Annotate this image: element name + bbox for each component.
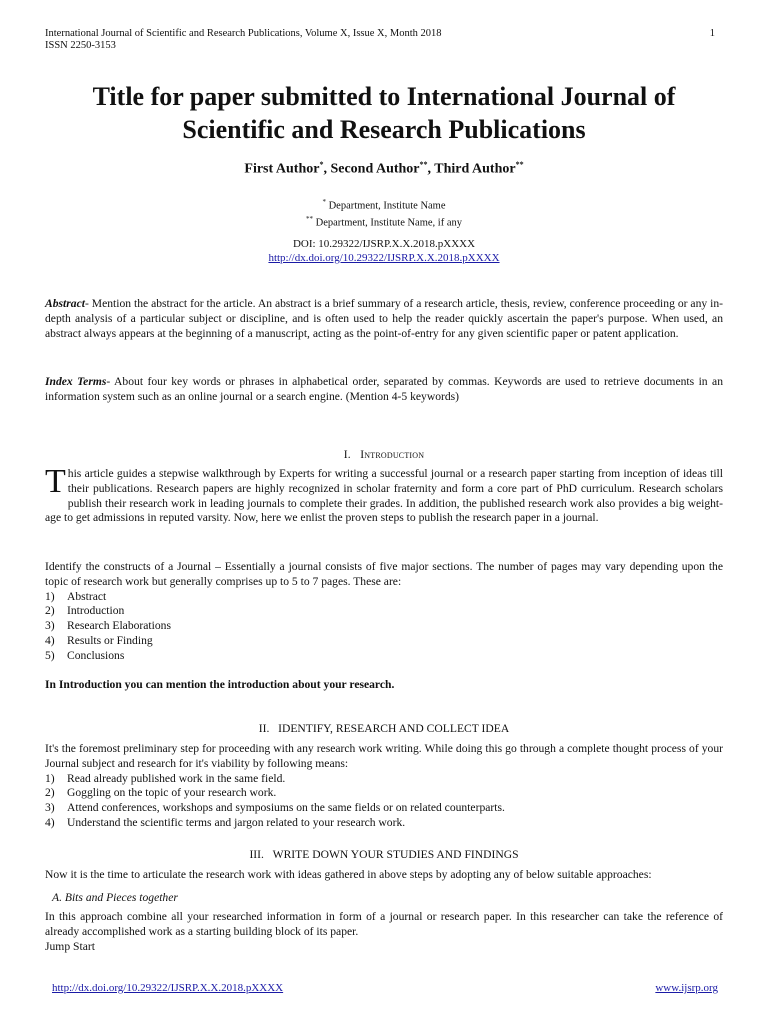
paper-title: Title for paper submitted to International Journal of Scientific and Research Publications bbox=[92, 82, 676, 144]
list-text: Read already published work in the same field. bbox=[67, 771, 286, 785]
abstract-label: Abstract bbox=[45, 297, 85, 310]
section-number: I. bbox=[343, 448, 351, 461]
identify-text: It's the foremost preliminary step for proceeding with any research work writing. While doing this go through a complete thought process of your Journal subject and research for it's viability by following means: bbox=[45, 742, 723, 770]
list-text: Introduction bbox=[67, 604, 125, 618]
list-text: Research Elaborations bbox=[67, 619, 171, 633]
affiliation-text: Department, Institute Name bbox=[325, 200, 446, 212]
running-header bbox=[45, 28, 715, 52]
list-item bbox=[45, 786, 723, 801]
intro-paragraph bbox=[45, 463, 723, 526]
page-number: 1 bbox=[709, 28, 715, 39]
author-third-mark: ** bbox=[515, 160, 524, 169]
section-heading-introduction bbox=[45, 448, 723, 463]
doi-link[interactable]: http://dx.doi.org/10.29322/IJSRP.X.X.2018.pXXXX bbox=[268, 252, 500, 264]
bits-text: In this approach combine all your researched information in form of a journal or research paper. In this researcher can take the reference of already accomplished work as a starting building block of its paper. bbox=[45, 910, 723, 938]
list-number: 5) bbox=[45, 648, 55, 662]
author-first-mark: * bbox=[319, 160, 324, 169]
footer-doi-link[interactable]: http://dx.doi.org/10.29322/IJSRP.X.X.2018.pXXXX bbox=[52, 982, 284, 994]
list-item bbox=[45, 619, 723, 634]
author-third: Third Author bbox=[434, 161, 516, 177]
list-item bbox=[45, 801, 723, 816]
journal-line: International Journal of Scientific and Research Publications, Volume X, Issue X, Month 2018 bbox=[45, 28, 442, 39]
author-separator: , bbox=[427, 161, 435, 177]
list-text: Understand the scientific terms and jargon related to your research work. bbox=[67, 815, 406, 829]
abstract bbox=[45, 297, 723, 341]
author-list bbox=[0, 160, 768, 178]
section-number: III. bbox=[249, 848, 264, 861]
list-item bbox=[45, 772, 723, 787]
section-heading-identify bbox=[45, 722, 723, 737]
bits-paragraph bbox=[45, 910, 723, 954]
affiliation-text: Department, Institute Name, if any bbox=[313, 217, 462, 228]
doi-label: DOI: 10.29322/IJSRP.X.X.2018.pXXXX bbox=[292, 238, 476, 250]
section-heading-write bbox=[45, 848, 723, 863]
list-text: Abstract bbox=[67, 589, 107, 603]
affiliation-mark: ** bbox=[306, 214, 313, 223]
author-second-mark: ** bbox=[419, 160, 428, 169]
constructs-text: Identify the constructs of a Journal – Essentially a journal consists of five major sections. The number of pages may vary depending upon the topic of research work but generally comprises up to 5 to 7 pages. These are: bbox=[45, 560, 723, 588]
list-number: 2) bbox=[45, 786, 55, 800]
means-list bbox=[45, 772, 723, 831]
list-item bbox=[45, 604, 723, 619]
section-number: II. bbox=[258, 722, 270, 735]
affiliation-2 bbox=[0, 213, 768, 230]
list-number: 4) bbox=[45, 633, 55, 647]
list-text: Attend conferences, workshops and symposiums on the same fields or on related counterparts. bbox=[67, 801, 505, 815]
affiliation-mark: * bbox=[322, 198, 326, 206]
list-item bbox=[45, 634, 723, 649]
drop-cap: T bbox=[45, 463, 66, 500]
list-number: 3) bbox=[45, 801, 55, 815]
issn: ISSN 2250-3153 bbox=[45, 40, 116, 51]
intro-text: his article guides a stepwise walkthrough by Experts for writing a successful journal or a research paper starting from inception of ideas till their publications. Research papers are highly recognized in scholar fraternity and form a core part of PhD curriculum. Research scholars publish their research work in leading journals to complete their grades. In addition, the published research work also provides a big weight-age to get admissions in reputed varsity. Now, here we enlist the proven steps to publish the research paper in a journal. bbox=[45, 467, 723, 525]
footer-site-link[interactable]: www.ijsrp.org bbox=[655, 982, 718, 994]
list-number: 1) bbox=[45, 589, 55, 603]
list-text: Conclusions bbox=[67, 648, 125, 662]
author-second: Second Author bbox=[330, 161, 420, 177]
intro-bold-note: In Introduction you can mention the introduction about your research. bbox=[45, 678, 395, 691]
sections-list bbox=[45, 590, 723, 664]
identify-paragraph bbox=[45, 742, 723, 831]
index-terms bbox=[45, 375, 723, 405]
abstract-text: - Mention the abstract for the article. An abstract is a brief summary of a research article, thesis, review, conference proceeding or any in-depth analysis of a particular subject or discipline, and is often used to help the reader quickly ascertain the paper's purpose. When used, an abstract always appears at the beginning of a manuscript, acting as the point-of-entry for any given scientific paper or patent application. bbox=[45, 297, 723, 340]
list-text: Goggling on the topic of your research work. bbox=[67, 786, 277, 800]
list-text: Results or Finding bbox=[67, 633, 153, 647]
section-title: IDENTIFY, RESEARCH AND COLLECT IDEA bbox=[278, 722, 510, 735]
affiliations bbox=[0, 196, 768, 229]
index-terms-text: - About four key words or phrases in alphabetical order, separated by commas. Keywords are used to retrieve documents in an information system such as an online journal or a search engine. (Mention 4-5 keywords) bbox=[45, 375, 723, 403]
index-terms-label: Index Terms bbox=[45, 375, 107, 388]
list-number: 4) bbox=[45, 815, 55, 829]
constructs-paragraph bbox=[45, 560, 723, 664]
author-separator: , bbox=[323, 161, 331, 177]
subsection-heading: A. Bits and Pieces together bbox=[52, 891, 178, 904]
list-item bbox=[45, 590, 723, 605]
section-title: Introduction bbox=[360, 448, 425, 461]
write-paragraph: Now it is the time to articulate the research work with ideas gathered in above steps by adopting any of below suitable approaches: bbox=[45, 868, 652, 881]
list-item bbox=[45, 649, 723, 664]
author-first: First Author bbox=[244, 161, 320, 177]
jump-start-text: Jump Start bbox=[45, 939, 95, 953]
list-item bbox=[45, 816, 723, 831]
list-number: 2) bbox=[45, 604, 55, 618]
list-number: 3) bbox=[45, 619, 55, 633]
affiliation-1 bbox=[0, 196, 768, 213]
page-footer bbox=[52, 982, 718, 994]
list-number: 1) bbox=[45, 771, 55, 785]
section-title: WRITE DOWN YOUR STUDIES AND FINDINGS bbox=[272, 848, 519, 861]
doi-block bbox=[0, 237, 768, 265]
